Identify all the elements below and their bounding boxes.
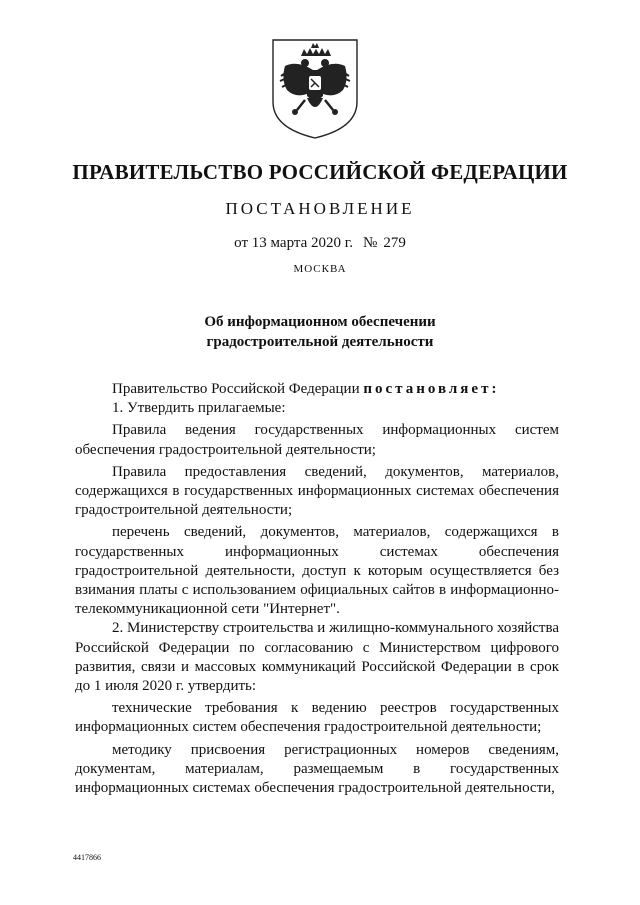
subject-line-1: Об информационном обеспечении (204, 314, 436, 330)
footer-code: 4417866 (73, 853, 101, 862)
decree-word: постановляет: (363, 381, 500, 397)
russian-coat-of-arms-icon (267, 36, 363, 140)
rules-providing-paragraph: Правила предоставления сведений, документов, материалов, содержащихся в государственных информационных системах обеспечения градостроительной деятельности; (75, 463, 559, 519)
document-date: от 13 марта 2020 г. (234, 235, 353, 251)
number-sign: № (363, 235, 378, 251)
intro-paragraph (75, 380, 559, 399)
document-type: ПОСТАНОВЛЕНИЕ (225, 199, 415, 218)
item-1: 1. Утвердить прилагаемые: (112, 400, 286, 417)
rules-maintaining-paragraph: Правила ведения государственных информационных систем обеспечения градостроительной деятельности; (75, 422, 559, 458)
city: МОСКВА (293, 263, 347, 275)
document-number: 279 (383, 235, 406, 251)
subject-line-2: градостроительной деятельности (206, 334, 434, 350)
item-2: 2. Министерству строительства и жилищно-коммунального хозяйства Российской Федерации по согласованию с Министерством цифрового развития, связи и массовых коммуникаций Российской Федерации в срок до 1 июля 2020 г. утвердить: (75, 620, 560, 695)
document-date-number (0, 235, 640, 252)
document-subject (0, 312, 640, 352)
list-paragraph: перечень сведений, документов, материалов, содержащихся в государственных информационных системах обеспечения градостроительной деятельности, доступ к которым осуществляется без взимания платы с использованием официальных сайтов в информационно-телекоммуникационной сети "Интернет". (75, 524, 559, 618)
government-title: ПРАВИТЕЛЬСТВО РОССИЙСКОЙ ФЕДЕРАЦИИ (72, 160, 568, 184)
document-body (75, 380, 559, 798)
tech-requirements-paragraph: технические требования к ведению реестров государственных информационных систем обеспечения градостроительной деятельности; (75, 700, 559, 736)
intro-prefix: Правительство Российской Федерации (112, 381, 364, 397)
methodology-paragraph: методику присвоения регистрационных номеров сведениям, документам, материалам, размещаемым в государственных информационных системах обеспечения градостроительной деятельности, (75, 741, 559, 797)
